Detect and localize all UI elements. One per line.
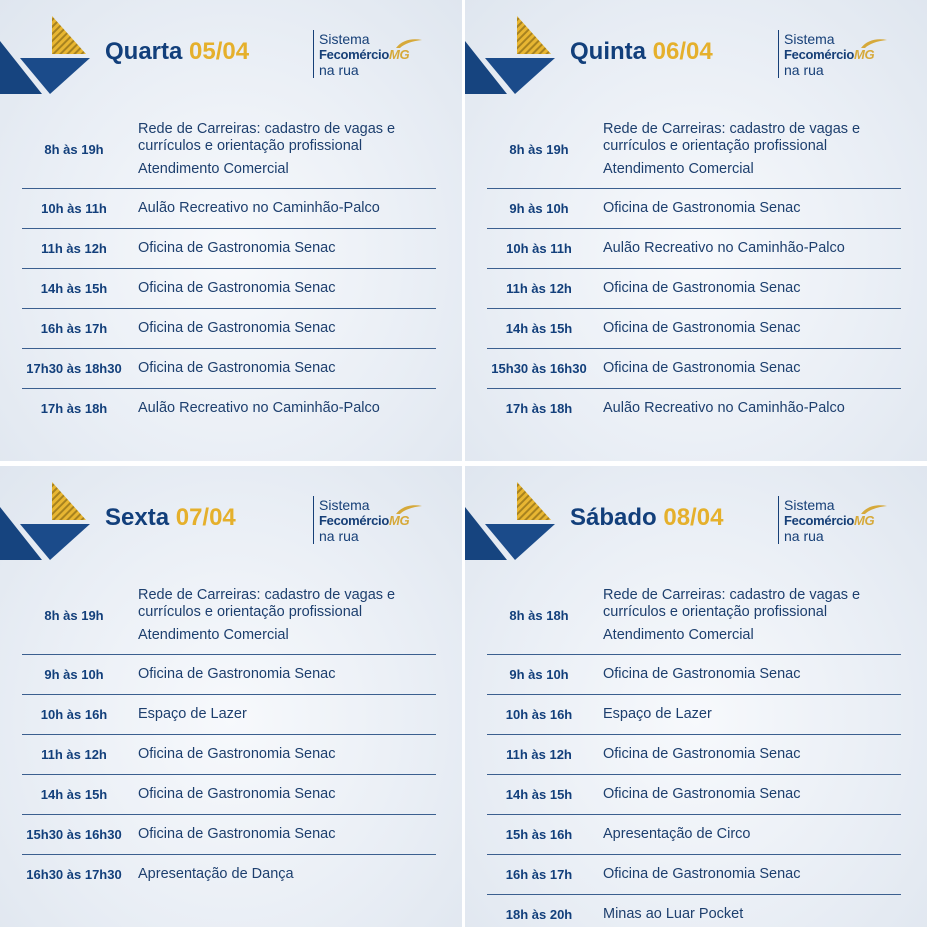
activity-title: Rede de Carreiras: cadastro de vagas e currículos e orientação profissional [138,120,396,154]
schedule-row [487,855,901,895]
brand-line3: na rua [319,62,359,78]
activity [591,320,800,337]
activity-title: Oficina de Gastronomia Senac [603,786,801,802]
activity-title: Oficina de Gastronomia Senac [603,746,801,762]
schedule-row [22,775,436,815]
schedule-row [487,189,901,229]
brand-line2: FecomércioMG [784,513,875,528]
schedule-row [22,309,436,349]
activity [591,587,901,644]
schedule-list [22,576,436,894]
activity [591,666,800,683]
sail-shape [52,482,86,520]
schedule-row [22,735,436,775]
time-slot: 18h às 20h [505,907,573,922]
swoosh-icon [394,504,424,516]
activity-subtitle: Atendimento Comercial [603,626,754,643]
activity-title: Oficina de Gastronomia Senac [138,786,336,802]
activity [591,866,800,883]
swoosh-path [396,505,422,514]
time-slot: 11h às 12h [506,281,572,296]
activity-title: Oficina de Gastronomia Senac [138,320,336,336]
activity [591,906,743,923]
day-date: 07/04 [175,504,236,531]
brand-logo [778,30,898,78]
activity-title: Aulão Recreativo no Caminhão-Palco [603,240,845,256]
time-slot: 15h30 às 16h30 [491,361,587,376]
sail-shape [52,16,86,54]
activity [591,240,845,257]
brand-line3: na rua [319,528,359,544]
brand-line1: Sistema [784,497,835,513]
activity [591,360,800,377]
day-title [570,37,713,67]
schedule-row [487,576,901,655]
day-name: Sábado [570,504,657,531]
day-date: 05/04 [189,38,250,65]
schedule-row [22,815,436,855]
activity-subtitle: Atendimento Comercial [138,160,289,177]
time-slot: 9h às 10h [509,667,569,682]
schedule-row [487,349,901,389]
activity-title: Oficina de Gastronomia Senac [138,666,336,682]
schedule-row [487,229,901,269]
time-slot: 9h às 10h [44,667,104,682]
activity [126,200,380,217]
activity-title: Oficina de Gastronomia Senac [603,320,801,336]
activity-title: Oficina de Gastronomia Senac [603,360,801,376]
time-slot: 16h às 17h [40,321,108,336]
boat-sail-icon [465,480,557,562]
swoosh-icon [394,38,424,50]
schedule-row [22,189,436,229]
brand-line2: FecomércioMG [784,47,875,62]
schedule-row [487,735,901,775]
schedule-row [487,110,901,189]
boat-sail-icon [465,14,557,96]
activity [126,786,335,803]
brand-mg: MG [388,513,410,528]
brand-mg: MG [853,47,875,62]
activity [126,666,335,683]
day-name: Quarta [105,38,183,65]
time-slot: 8h às 19h [44,607,104,623]
brand-logo [778,496,898,544]
swoosh-icon [859,38,889,50]
schedule-panel-sexta [0,466,462,927]
schedule-row [487,269,901,309]
activity [591,280,800,297]
schedule-panel-quinta [465,0,927,461]
activity-title: Oficina de Gastronomia Senac [138,826,336,842]
activity [591,786,800,803]
activity [126,360,335,377]
activity-title: Oficina de Gastronomia Senac [603,666,801,682]
boat-sail-icon [0,14,92,96]
activity-title: Aulão Recreativo no Caminhão-Palco [138,200,380,216]
day-name: Quinta [570,38,646,65]
sail-shape [517,482,551,520]
activity-title: Apresentação de Circo [603,826,751,842]
brand-line1: Sistema [319,497,370,513]
schedule-row [487,815,901,855]
activity [126,587,436,644]
activity [126,280,335,297]
time-slot: 14h às 15h [505,321,573,336]
brand-mg: MG [853,513,875,528]
boat-sail-icon [0,480,92,562]
day-date: 08/04 [663,504,724,531]
activity-title: Oficina de Gastronomia Senac [138,360,336,376]
time-slot: 11h às 12h [506,747,572,762]
activity-title: Oficina de Gastronomia Senac [138,240,336,256]
time-slot: 17h30 às 18h30 [26,361,122,376]
swoosh-path [396,39,422,48]
schedule-row [22,269,436,309]
brand-line2: FecomércioMG [319,513,410,528]
time-slot: 17h às 18h [505,401,573,416]
schedule-row [487,695,901,735]
activity-subtitle: Atendimento Comercial [138,626,289,643]
brand-line3: na rua [784,528,824,544]
schedule-row [22,695,436,735]
activity-title: Apresentação de Dança [138,866,294,882]
schedule-row [22,655,436,695]
activity [126,320,335,337]
schedule-row [487,655,901,695]
sail-shape [517,16,551,54]
brand-line3: na rua [784,62,824,78]
day-name: Sexta [105,504,170,531]
brand-line1: Sistema [319,31,370,47]
activity [591,746,800,763]
activity-title: Oficina de Gastronomia Senac [138,280,336,296]
activity-title: Aulão Recreativo no Caminhão-Palco [138,400,380,416]
schedule-row [487,389,901,428]
schedule-list [487,110,901,428]
activity-title: Oficina de Gastronomia Senac [603,866,801,882]
activity-subtitle: Atendimento Comercial [603,160,754,177]
time-slot: 16h30 às 17h30 [26,867,122,882]
schedule-row [22,576,436,655]
time-slot: 10h às 11h [41,201,107,216]
activity-title: Oficina de Gastronomia Senac [603,200,801,216]
schedule-row [487,309,901,349]
activity-title: Minas ao Luar Pocket [603,906,744,922]
time-slot: 16h às 17h [505,867,573,882]
schedule-list [487,576,901,927]
schedule-list [22,110,436,428]
brand-logo [313,30,433,78]
activity [591,706,712,723]
time-slot: 9h às 10h [509,201,569,216]
schedule-row [22,229,436,269]
activity [126,826,335,843]
swoosh-icon [859,504,889,516]
activity [126,746,335,763]
schedule-row [22,855,436,894]
time-slot: 11h às 12h [41,241,107,256]
time-slot: 10h às 11h [506,241,572,256]
activity [126,400,380,417]
activity [126,866,294,883]
activity-title: Rede de Carreiras: cadastro de vagas e currículos e orientação profissional [138,586,396,620]
day-title [105,37,249,67]
schedule-row [22,349,436,389]
schedule-row [22,110,436,189]
activity-title: Aulão Recreativo no Caminhão-Palco [603,400,845,416]
activity [126,706,247,723]
schedule-row [487,775,901,815]
time-slot: 14h às 15h [505,787,573,802]
time-slot: 8h às 18h [509,607,569,623]
activity [126,121,436,178]
time-slot: 10h às 16h [505,707,573,722]
day-date: 06/04 [652,38,713,65]
swoosh-path [861,39,887,48]
activity-title: Oficina de Gastronomia Senac [603,280,801,296]
day-title [105,503,236,533]
activity [591,400,845,417]
time-slot: 14h às 15h [40,787,108,802]
activity-title: Espaço de Lazer [138,706,247,722]
activity-title: Rede de Carreiras: cadastro de vagas e currículos e orientação profissional [603,586,861,620]
brand-line1: Sistema [784,31,835,47]
time-slot: 15h30 às 16h30 [26,827,122,842]
time-slot: 10h às 16h [40,707,108,722]
activity [591,200,800,217]
activity [126,240,335,257]
brand-logo [313,496,433,544]
activity [591,121,901,178]
day-title [570,503,723,533]
brand-line2: FecomércioMG [319,47,410,62]
time-slot: 17h às 18h [40,401,108,416]
activity [591,826,751,843]
schedule-panel-sábado [465,466,927,927]
time-slot: 8h às 19h [509,141,569,157]
activity-title: Oficina de Gastronomia Senac [138,746,336,762]
time-slot: 11h às 12h [41,747,107,762]
time-slot: 14h às 15h [40,281,108,296]
swoosh-path [861,505,887,514]
brand-mg: MG [388,47,410,62]
schedule-panel-quarta [0,0,462,461]
activity-title: Rede de Carreiras: cadastro de vagas e currículos e orientação profissional [603,120,861,154]
activity-title: Espaço de Lazer [603,706,712,722]
time-slot: 15h às 16h [505,827,573,842]
schedule-row [487,895,901,927]
schedule-row [22,389,436,428]
time-slot: 8h às 19h [44,141,104,157]
